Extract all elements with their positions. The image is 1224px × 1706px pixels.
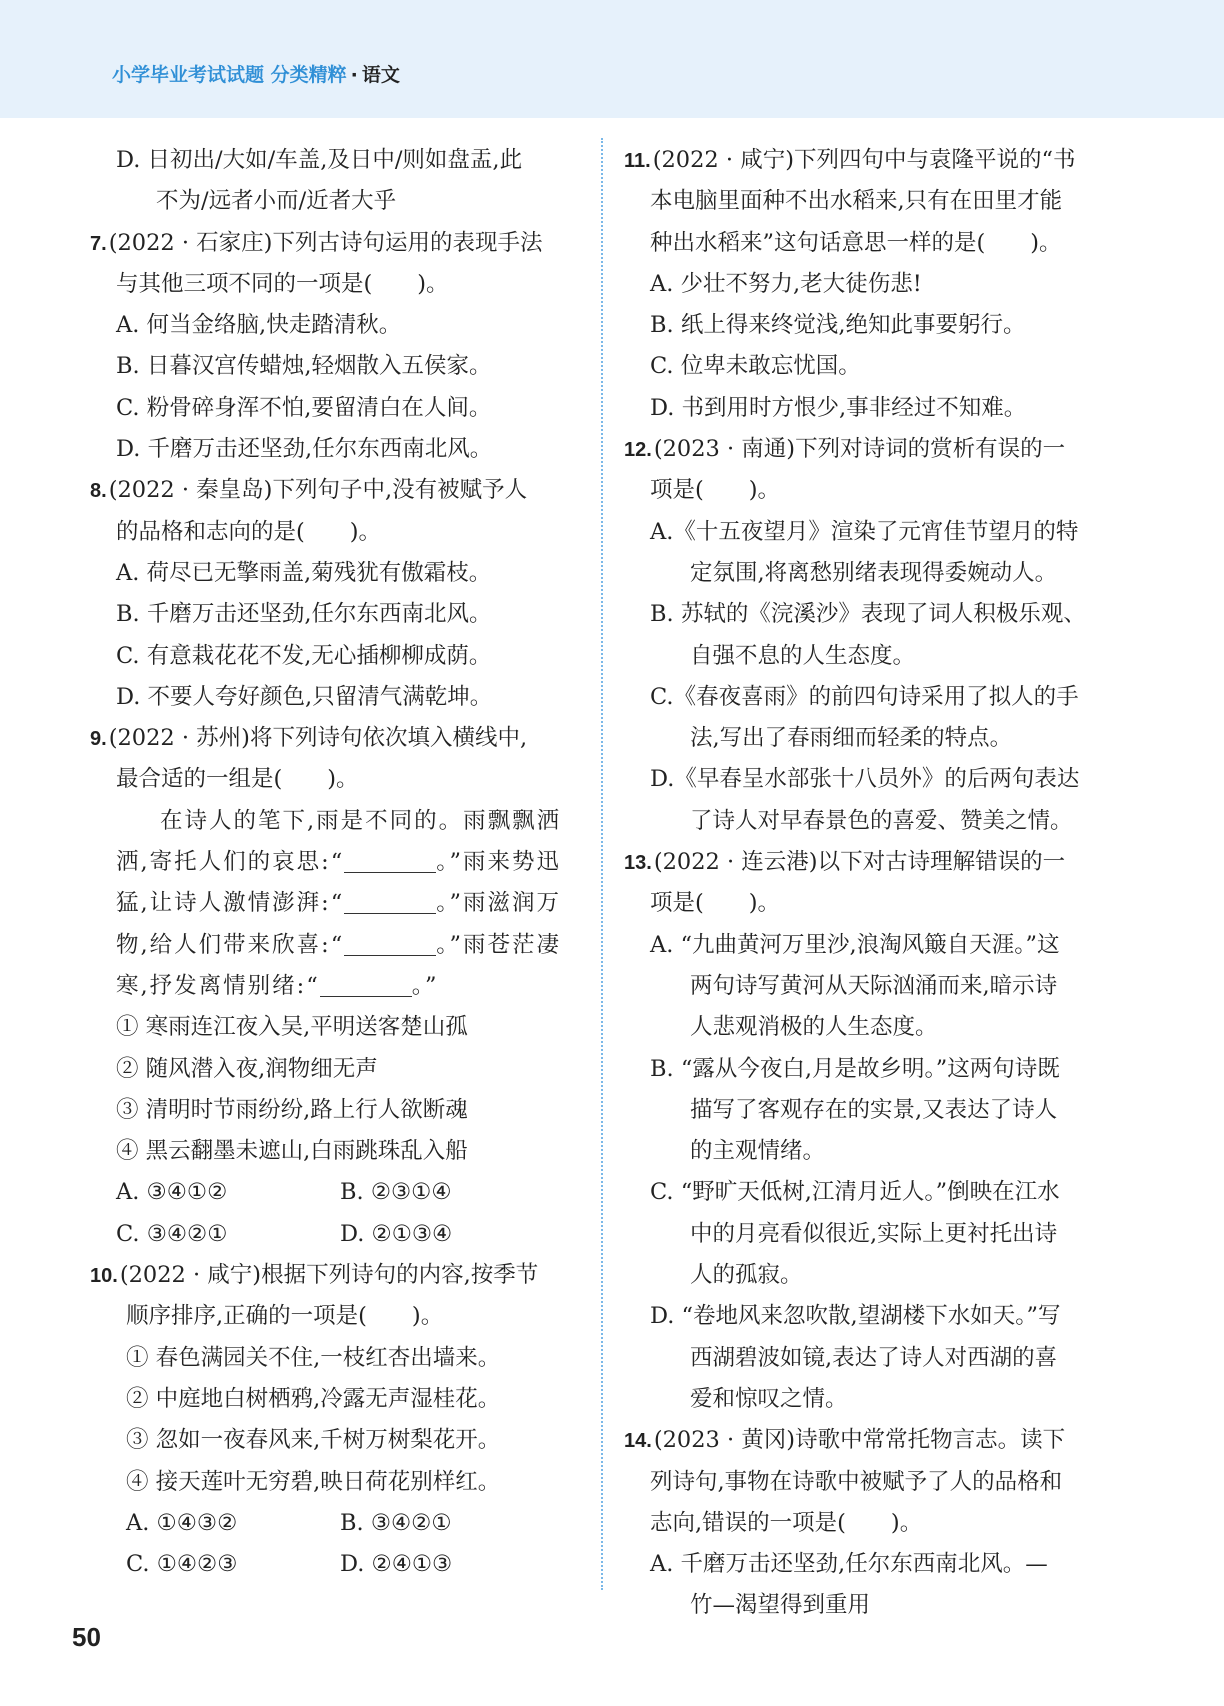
- answer-option-row: [90, 1172, 585, 1213]
- book-series-title: 小学毕业考试试题 分类精粹: [112, 64, 347, 86]
- answer-option-continuation: 了诗人对早春景色的喜爱、赞美之情。: [690, 807, 1073, 834]
- answer-option: A. ③④①②: [116, 1179, 228, 1206]
- answer-option-continuation: 描写了客观存在的实景,又表达了诗人: [690, 1096, 1058, 1123]
- answer-option: ① 春色满园关不住,一枝红杏出墙来。: [126, 1344, 501, 1371]
- answer-option: D. 千磨万击还坚劲,任尔东西南北风。: [116, 436, 493, 463]
- title-separator: ·: [350, 64, 358, 86]
- answer-option: D. 书到用时方恨少,事非经过不知难。: [650, 394, 1027, 421]
- fill-blank: [320, 972, 412, 997]
- answer-option-continuation: 两句诗写黄河从天际汹涌而来,暗示诗: [690, 972, 1058, 999]
- answer-option: D. ②④①③: [340, 1551, 453, 1578]
- question-line: [624, 140, 1120, 181]
- answer-option-continuation: 法,写出了春雨细而轻柔的特点。: [690, 725, 1013, 752]
- question-text-line: 本电脑里面种不出水稻来,只有在田里才能: [650, 188, 1063, 215]
- answer-option: A. 何当金络脑,快走踏清秋。: [116, 312, 402, 339]
- question-text-line: 志向,错误的一项是( )。: [650, 1509, 923, 1536]
- question-stem: (2022 · 咸宁)下列四句中与袁隆平说的“书: [652, 147, 1076, 173]
- passage-text: 物,给人们带来欣喜:“: [116, 931, 345, 958]
- passage-text: 洒,寄托人们的哀思:“: [116, 849, 345, 876]
- book-title: [112, 60, 400, 87]
- question-text-line: 最合适的一组是( )。: [116, 766, 359, 793]
- fill-blank: [344, 931, 436, 956]
- question-stem: (2023 · 黄冈)诗歌中常常托物言志。读下: [653, 1427, 1066, 1454]
- question-text-line: 列诗句,事物在诗歌中被赋予了人的品格和: [650, 1468, 1063, 1495]
- answer-option-continuation: 爱和惊叹之情。: [690, 1385, 848, 1412]
- answer-option: D. 不要人夸好颜色,只留清气满乾坤。: [116, 683, 493, 710]
- question-stem: (2022 · 咸宁)根据下列诗句的内容,按季节: [119, 1262, 539, 1289]
- answer-option: B. “露从今夜白,月是故乡明。”这两句诗既: [650, 1055, 1060, 1082]
- question-number: 12.: [624, 439, 652, 462]
- passage-line: [90, 966, 585, 1007]
- passage-text: 。”雨苍茫凄: [436, 931, 562, 958]
- answer-option: ② 中庭地白树栖鸦,冷露无声湿桂花。: [126, 1385, 501, 1412]
- answer-option: A. 千磨万击还坚劲,任尔东西南北风。—: [650, 1551, 1048, 1578]
- answer-option: A. ①④③②: [126, 1509, 238, 1536]
- answer-option: D. ②①③④: [340, 1220, 453, 1247]
- passage-line: 在诗人的笔下,雨是不同的。雨飘飘洒: [160, 807, 562, 834]
- answer-option: D. “卷地风来忽吹散,望湖楼下水如天。”写: [650, 1303, 1061, 1330]
- page-header: [0, 0, 1224, 118]
- question-text-line: 种出水稻来”这句话意思一样的是( )。: [650, 229, 1062, 256]
- answer-option: C. ①④②③: [126, 1551, 238, 1578]
- question-number: 7.: [90, 232, 107, 255]
- question-text-line: 顺序排序,正确的一项是( )。: [126, 1303, 444, 1330]
- answer-option: B. 千磨万击还坚劲,任尔东西南北风。: [116, 601, 492, 628]
- question-text-line: ④ 黑云翻墨未遮山,白雨跳珠乱入船: [116, 1138, 468, 1165]
- answer-option-continuation: 定氛围,将离愁别绪表现得委婉动人。: [690, 559, 1058, 586]
- question-stem: (2022 · 苏州)将下列诗句依次填入横线中,: [108, 725, 528, 752]
- passage-line: [90, 842, 585, 883]
- question-stem: (2022 · 石家庄)下列古诗句运用的表现手法: [108, 229, 543, 256]
- question-number: 11.: [624, 150, 651, 172]
- question-number: 13.: [624, 852, 652, 875]
- answer-option: B. ③④②①: [340, 1509, 452, 1536]
- answer-option-row: [90, 1214, 585, 1255]
- answer-option: B. 纸上得来终觉浅,绝知此事要躬行。: [650, 312, 1026, 339]
- column-divider: [601, 138, 603, 1590]
- question-text-line: 项是( )。: [650, 890, 781, 917]
- question-text-line: 项是( )。: [650, 477, 781, 504]
- question-text-line: 与其他三项不同的一项是( )。: [116, 270, 449, 297]
- answer-option-continuation: 的主观情绪。: [690, 1138, 826, 1165]
- answer-option-continuation: 不为/远者小而/近者大乎: [156, 188, 397, 215]
- question-line: [624, 1420, 1120, 1461]
- passage-text: 。”: [411, 972, 439, 999]
- answer-option-continuation: 自强不息的人生态度。: [690, 642, 916, 669]
- question-line: [90, 1255, 585, 1296]
- answer-option: B. ②③①④: [340, 1179, 452, 1206]
- answer-option: B. 日暮汉宫传蜡烛,轻烟散入五侯家。: [116, 353, 492, 380]
- passage-text: 寒,抒发离情别绪:“: [116, 972, 320, 999]
- answer-option: C. 粉骨碎身浑不怕,要留清白在人间。: [116, 394, 492, 421]
- fill-blank: [344, 848, 436, 873]
- answer-option: C. 有意栽花花不发,无心插柳柳成荫。: [116, 642, 492, 669]
- question-number: 14.: [624, 1430, 652, 1453]
- question-line: [90, 223, 585, 264]
- answer-option: A. “九曲黄河万里沙,浪淘风簸自天涯。”这: [650, 931, 1060, 958]
- subject-label: 语文: [361, 64, 400, 86]
- question-text-line: ③ 清明时节雨纷纷,路上行人欲断魂: [116, 1096, 468, 1123]
- question-number: 9.: [90, 728, 107, 751]
- question-number: 8.: [90, 480, 107, 503]
- question-stem: (2022 · 秦皇岛)下列句子中,没有被赋予人: [108, 477, 528, 504]
- passage-line: [90, 883, 585, 924]
- answer-option-continuation: 西湖碧波如镜,表达了诗人对西湖的喜: [690, 1344, 1058, 1371]
- answer-option: D. 日初出/大如/车盖,及日中/则如盘盂,此: [116, 147, 523, 173]
- question-text-line: ① 寒雨连江夜入吴,平明送客楚山孤: [116, 1014, 468, 1041]
- answer-option: ③ 忽如一夜春风来,千树万树梨花开。: [126, 1427, 501, 1454]
- question-line: [90, 470, 585, 511]
- answer-option-continuation: 竹—渴望得到重用: [690, 1592, 871, 1619]
- question-line: [90, 718, 585, 759]
- question-stem: (2022 · 连云港)以下对古诗理解错误的一: [653, 849, 1066, 876]
- question-line: [624, 429, 1120, 470]
- question-text-line: ② 随风潜入夜,润物细无声: [116, 1055, 378, 1082]
- answer-option: A. 少壮不努力,老大徒伤悲!: [650, 270, 922, 297]
- answer-option-continuation: 人的孤寂。: [690, 1262, 803, 1289]
- answer-option-row: [90, 1544, 585, 1585]
- answer-option-continuation: 人悲观消极的人生态度。: [690, 1014, 938, 1041]
- answer-option: B. 苏轼的《浣溪沙》表现了词人积极乐观、: [650, 601, 1086, 628]
- passage-text: 。”雨滋润万: [436, 890, 562, 917]
- answer-option-continuation: 中的月亮看似很近,实际上更衬托出诗: [690, 1220, 1058, 1247]
- answer-option: C. ③④②①: [116, 1220, 228, 1247]
- answer-option: A. 荷尽已无擎雨盖,菊残犹有傲霜枝。: [116, 559, 492, 586]
- answer-option-row: [90, 1503, 585, 1544]
- question-stem: (2023 · 南通)下列对诗词的赏析有误的一: [653, 436, 1066, 463]
- left-column: [90, 140, 585, 1585]
- right-column: [624, 140, 1120, 1627]
- passage-line: [90, 925, 585, 966]
- passage-text: 。”雨来势迅: [436, 849, 562, 876]
- passage-text: 猛,让诗人激情澎湃:“: [116, 890, 345, 917]
- answer-option: C. “野旷天低树,江清月近人。”倒映在江水: [650, 1179, 1060, 1206]
- fill-blank: [344, 889, 436, 914]
- page-number: 50: [72, 1622, 101, 1652]
- answer-option: D.《早春呈水部张十八员外》的后两句表达: [650, 766, 1080, 793]
- answer-option: ④ 接天莲叶无穷碧,映日荷花别样红。: [126, 1468, 501, 1495]
- answer-option: C.《春夜喜雨》的前四句诗采用了拟人的手: [650, 683, 1079, 710]
- question-line: [624, 842, 1120, 883]
- question-text-line: 的品格和志向的是( )。: [116, 518, 382, 545]
- answer-option: A.《十五夜望月》渲染了元宵佳节望月的特: [650, 518, 1079, 545]
- answer-option: C. 位卑未敢忘忧国。: [650, 353, 861, 380]
- question-number: 10.: [90, 1265, 118, 1288]
